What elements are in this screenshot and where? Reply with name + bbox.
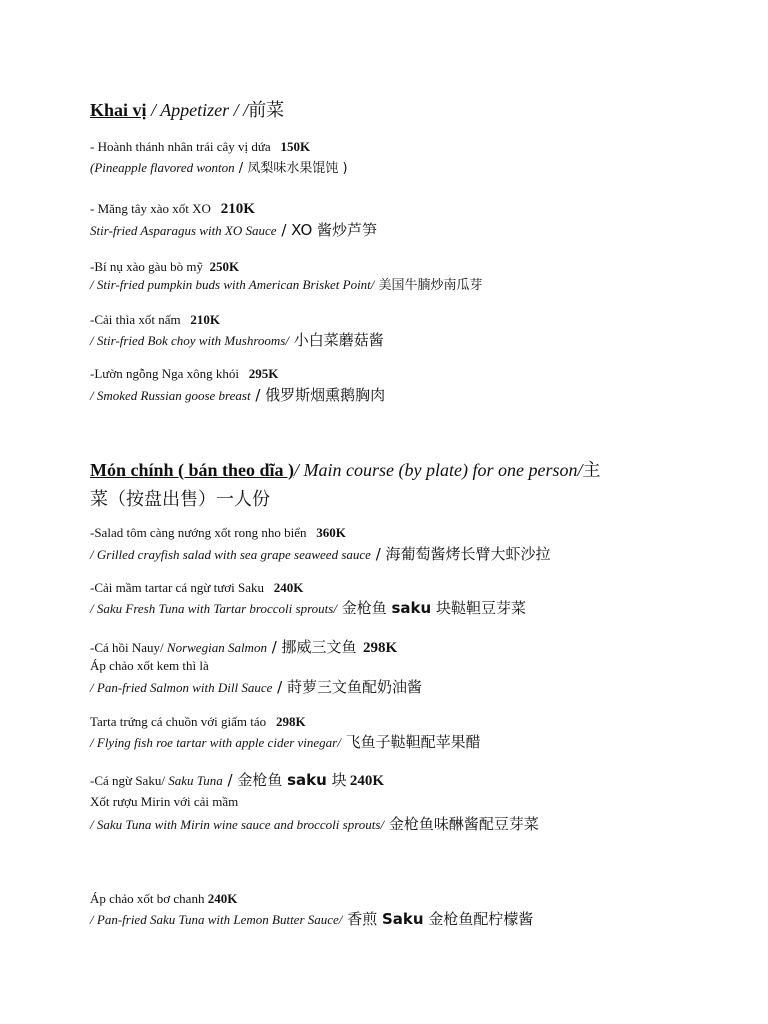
main-title-en: / Main course (by plate) for one person/ bbox=[294, 460, 583, 480]
menu-item-translation bbox=[90, 221, 377, 240]
item-name-en: Smoked Russian goose breast bbox=[96, 388, 251, 403]
menu-item bbox=[90, 524, 346, 542]
item-name-en: Grilled crayfish salad with sea grape seaweed sauce bbox=[96, 547, 371, 562]
menu-item-translation bbox=[90, 599, 526, 618]
item-name-zh: 美国牛腩炒南瓜芽 bbox=[374, 278, 483, 293]
item-detail-vi: Áp chảo xốt kem thì là bbox=[90, 658, 209, 673]
menu-item-translation bbox=[90, 386, 385, 405]
menu-item-translation bbox=[90, 733, 481, 752]
item-name-vi: -Bí nụ xào gàu bò mỹ bbox=[90, 259, 204, 274]
item-name-zh: 金枪鱼味醂酱配豆芽菜 bbox=[384, 815, 539, 833]
item-name-zh: / XO 酱炒芦笋 bbox=[276, 221, 378, 239]
menu-item-translation bbox=[90, 331, 384, 350]
item-prefix: / bbox=[90, 817, 97, 832]
menu-item bbox=[90, 311, 220, 329]
item-prefix: / bbox=[90, 388, 97, 403]
item-name-zh: / 俄罗斯烟熏鹅胸肉 bbox=[250, 386, 386, 404]
item-name-zh: / 莳萝三文鱼配奶油酱 bbox=[272, 678, 422, 696]
item-name-vi: -Cải thìa xốt nấm bbox=[90, 312, 181, 327]
menu-item bbox=[90, 890, 237, 908]
item-name-zh: 小白菜蘑菇酱 bbox=[288, 331, 384, 349]
item-price: 298K bbox=[363, 640, 398, 656]
menu-item bbox=[90, 579, 303, 597]
item-name-en: Saku Tuna with Mirin wine sauce and broccoli sprouts/ bbox=[96, 817, 385, 832]
main-title-vi: Món chính ( bán theo dĩa ) bbox=[90, 460, 295, 480]
item-name-zh: / 凤梨味水果馄饨 ) bbox=[234, 161, 348, 176]
item-name-en: Stir-fried Asparagus with XO Sauce bbox=[90, 223, 277, 238]
item-name-vi: -Lườn ngỗng Nga xông khói bbox=[90, 366, 239, 381]
item-price: 150K bbox=[280, 139, 311, 154]
main-course-heading-cont bbox=[90, 485, 270, 511]
item-prefix: / bbox=[90, 680, 97, 695]
item-price: 240K bbox=[207, 891, 238, 906]
item-name-bold: saku bbox=[287, 771, 327, 789]
item-price: 240K bbox=[273, 580, 304, 595]
menu-item-detail bbox=[90, 793, 238, 811]
menu-item-translation bbox=[90, 678, 422, 697]
menu-item-translation bbox=[90, 910, 533, 929]
item-prefix: / bbox=[90, 912, 97, 927]
item-name-vi: -Cá ngừ Saku/ bbox=[90, 773, 169, 788]
menu-item bbox=[90, 365, 278, 383]
item-name-zh: 块鞑靼豆芽菜 bbox=[431, 599, 526, 617]
menu-item-translation bbox=[90, 159, 348, 178]
item-price: 298K bbox=[275, 714, 306, 729]
item-name-en: Norwegian Salmon bbox=[166, 640, 267, 655]
item-name-zh: / 金枪鱼 bbox=[222, 771, 288, 789]
item-name-zh: / 挪威三文鱼 bbox=[266, 638, 357, 656]
menu-item bbox=[90, 638, 397, 657]
item-name-zh: 香煎 bbox=[342, 910, 382, 928]
item-detail-vi: Xốt rượu Mirin với cải mầm bbox=[90, 794, 239, 809]
item-name-bold: Saku bbox=[381, 910, 424, 928]
item-name-zh: 飞鱼子鞑靼配苹果醋 bbox=[340, 733, 481, 751]
item-price: 295K bbox=[248, 366, 279, 381]
menu-item bbox=[90, 713, 306, 731]
item-name-vi: Tarta trứng cá chuồn với giấm táo bbox=[90, 714, 267, 729]
main-title-zh: 主 bbox=[582, 460, 601, 481]
item-price: 240K bbox=[349, 773, 385, 789]
item-name-zh: / 海葡萄酱烤长臂大虾沙拉 bbox=[370, 545, 551, 563]
item-price: 250K bbox=[209, 259, 240, 274]
main-course-heading bbox=[90, 456, 601, 482]
item-prefix: / bbox=[90, 735, 97, 750]
item-name-en: Saku Fresh Tuna with Tartar broccoli sprouts/ bbox=[96, 601, 337, 616]
item-name-vi: - Măng tây xào xốt XO bbox=[90, 201, 211, 216]
item-name-zh: 块 bbox=[326, 771, 347, 789]
item-name-vi: -Cải mầm tartar cá ngừ tươi Saku bbox=[90, 580, 265, 595]
item-name-en: Pan-fried Salmon with Dill Sauce bbox=[96, 680, 273, 695]
item-price: 210K bbox=[190, 312, 220, 327]
item-prefix: / bbox=[90, 333, 97, 348]
item-name-zh: 金枪鱼 bbox=[336, 599, 392, 617]
item-name-en: Stir-fried pumpkin buds with American Brisket Point/ bbox=[96, 277, 375, 292]
item-prefix: / bbox=[90, 547, 97, 562]
menu-item bbox=[90, 258, 239, 276]
menu-item bbox=[90, 771, 384, 790]
item-name-vi: -Cá hồi Nauy/ bbox=[90, 640, 167, 655]
item-price: 210K bbox=[220, 201, 255, 217]
appetizer-title-zh: 前菜 bbox=[248, 100, 285, 121]
item-name-vi: - Hoành thánh nhân trái cây vị dứa bbox=[90, 139, 271, 154]
item-name-en: Stir-fried Bok choy with Mushrooms/ bbox=[96, 333, 289, 348]
appetizer-heading bbox=[90, 96, 284, 122]
item-name-en: Flying fish roe tartar with apple cider vinegar/ bbox=[96, 735, 341, 750]
menu-item bbox=[90, 200, 255, 218]
item-name-vi: Áp chảo xốt bơ chanh bbox=[90, 891, 205, 906]
menu-item-translation bbox=[90, 545, 551, 564]
menu-item-translation bbox=[90, 815, 539, 834]
item-prefix: / bbox=[90, 601, 97, 616]
item-name-zh: 金枪鱼配柠檬酱 bbox=[423, 910, 534, 928]
item-prefix: / bbox=[90, 277, 97, 292]
item-name-en: Saku Tuna bbox=[168, 773, 223, 788]
appetizer-title-vi: Khai vị bbox=[90, 100, 147, 120]
item-prefix: ( bbox=[90, 160, 95, 175]
item-price: 360K bbox=[316, 525, 346, 540]
appetizer-title-en: / Appetizer / / bbox=[146, 100, 249, 120]
item-name-en: Pan-fried Saku Tuna with Lemon Butter Sauce/ bbox=[96, 912, 343, 927]
menu-item bbox=[90, 138, 310, 156]
item-name-bold: saku bbox=[391, 599, 432, 617]
item-name-vi: -Salad tôm càng nướng xốt rong nho biển bbox=[90, 525, 307, 540]
main-title-zh-cont: 菜（按盘出售）一人份 bbox=[90, 489, 270, 510]
menu-item-translation bbox=[90, 276, 483, 295]
menu-item-detail bbox=[90, 657, 209, 675]
item-name-en: Pineapple flavored wonton bbox=[94, 160, 235, 175]
